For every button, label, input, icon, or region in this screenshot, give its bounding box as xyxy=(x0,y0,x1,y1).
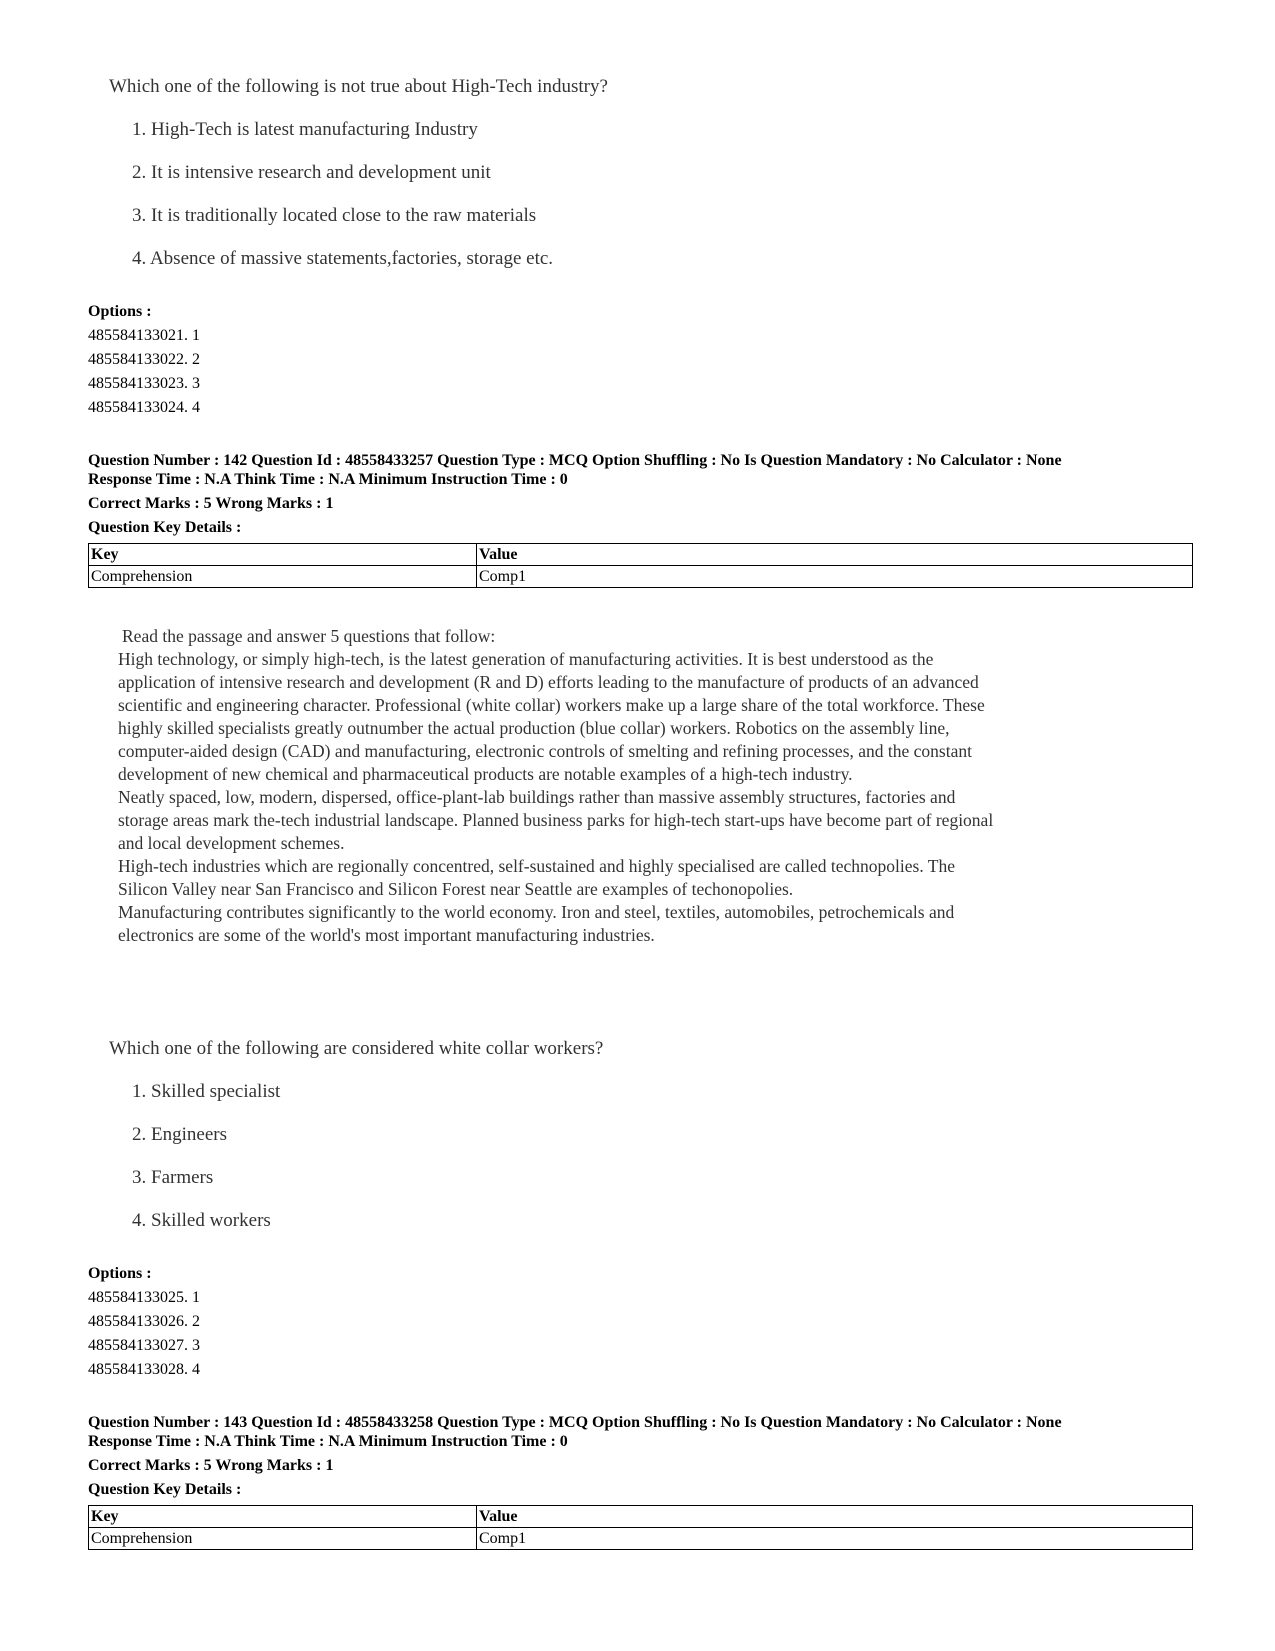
option-id: 485584133028. 4 xyxy=(88,1361,200,1378)
key-header: Key xyxy=(89,1506,477,1528)
options-label: Options : xyxy=(88,303,152,320)
question-meta-line: Question Number : 142 Question Id : 48558433257 Question Type : MCQ Option Shuffling : No Is Question Mandatory : No Calculator : None xyxy=(88,452,1062,469)
comprehension-passage xyxy=(118,625,998,947)
question-meta-line: Response Time : N.A Think Time : N.A Minimum Instruction Time : 0 xyxy=(88,471,568,488)
choice-4: 4. Absence of massive statements,factories, storage etc. xyxy=(132,248,554,269)
choice-1: 1. Skilled specialist xyxy=(132,1081,281,1102)
passage-paragraph: High-tech industries which are regionally concentred, self-sustained and highly specialised are called technopolies. The Silicon Valley near San Francisco and Silicon Forest near Seattle are examples of techonopolies. xyxy=(118,856,955,899)
option-id: 485584133027. 3 xyxy=(88,1337,200,1354)
key-value-table xyxy=(88,1505,1193,1550)
option-id: 485584133021. 1 xyxy=(88,327,200,344)
passage-paragraph: Manufacturing contributes significantly to the world economy. Iron and steel, textiles, automobiles, petrochemicals and electronics are some of the world's most important manufacturing industries. xyxy=(118,902,955,945)
question-text: Which one of the following is not true about High-Tech industry? xyxy=(109,76,608,97)
value-cell: Comp1 xyxy=(477,1528,1193,1550)
choice-2: 2. It is intensive research and development unit xyxy=(132,162,491,183)
marks-line: Correct Marks : 5 Wrong Marks : 1 xyxy=(88,1457,334,1474)
key-header: Key xyxy=(89,544,477,566)
key-details-label: Question Key Details : xyxy=(88,519,242,536)
key-cell: Comprehension xyxy=(89,1528,477,1550)
key-cell: Comprehension xyxy=(89,566,477,588)
option-id: 485584133025. 1 xyxy=(88,1289,200,1306)
option-id: 485584133026. 2 xyxy=(88,1313,200,1330)
value-header: Value xyxy=(477,1506,1193,1528)
question-meta-line: Question Number : 143 Question Id : 48558433258 Question Type : MCQ Option Shuffling : No Is Question Mandatory : No Calculator : None xyxy=(88,1414,1062,1431)
option-id: 485584133023. 3 xyxy=(88,375,200,392)
value-cell: Comp1 xyxy=(477,566,1193,588)
choice-4: 4. Skilled workers xyxy=(132,1210,271,1231)
option-id: 485584133024. 4 xyxy=(88,399,200,416)
question-meta-line: Response Time : N.A Think Time : N.A Minimum Instruction Time : 0 xyxy=(88,1433,568,1450)
passage-intro: Read the passage and answer 5 questions that follow: xyxy=(122,626,496,646)
passage-paragraph: Neatly spaced, low, modern, dispersed, office-plant-lab buildings rather than massive assembly structures, factories and storage areas mark the-tech industrial landscape. Planned business parks for high-tech start-ups have become part of regional and local development schemes. xyxy=(118,787,994,853)
options-label: Options : xyxy=(88,1265,152,1282)
value-header: Value xyxy=(477,544,1193,566)
question-text: Which one of the following are considered white collar workers? xyxy=(109,1038,604,1059)
passage-paragraph: High technology, or simply high-tech, is the latest generation of manufacturing activities. It is best understood as the application of intensive research and development (R and D) efforts leading to the manufacture of products of an advanced scientific and engineering character. Professional (white collar) workers make up a large share of the total workforce. These highly skilled specialists greatly outnumber the actual production (blue collar) workers. Robotics on the assembly line, computer-aided design (CAD) and manufacturing, electronic controls of smelting and refining processes, and the constant development of new chemical and pharmaceutical products are notable examples of a high-tech industry. xyxy=(118,649,985,784)
option-id: 485584133022. 2 xyxy=(88,351,200,368)
choice-3: 3. It is traditionally located close to the raw materials xyxy=(132,205,537,226)
key-value-table xyxy=(88,543,1193,588)
choice-1: 1. High-Tech is latest manufacturing Industry xyxy=(132,119,478,140)
choice-3: 3. Farmers xyxy=(132,1167,214,1188)
key-details-label: Question Key Details : xyxy=(88,1481,242,1498)
choice-2: 2. Engineers xyxy=(132,1124,227,1145)
marks-line: Correct Marks : 5 Wrong Marks : 1 xyxy=(88,495,334,512)
